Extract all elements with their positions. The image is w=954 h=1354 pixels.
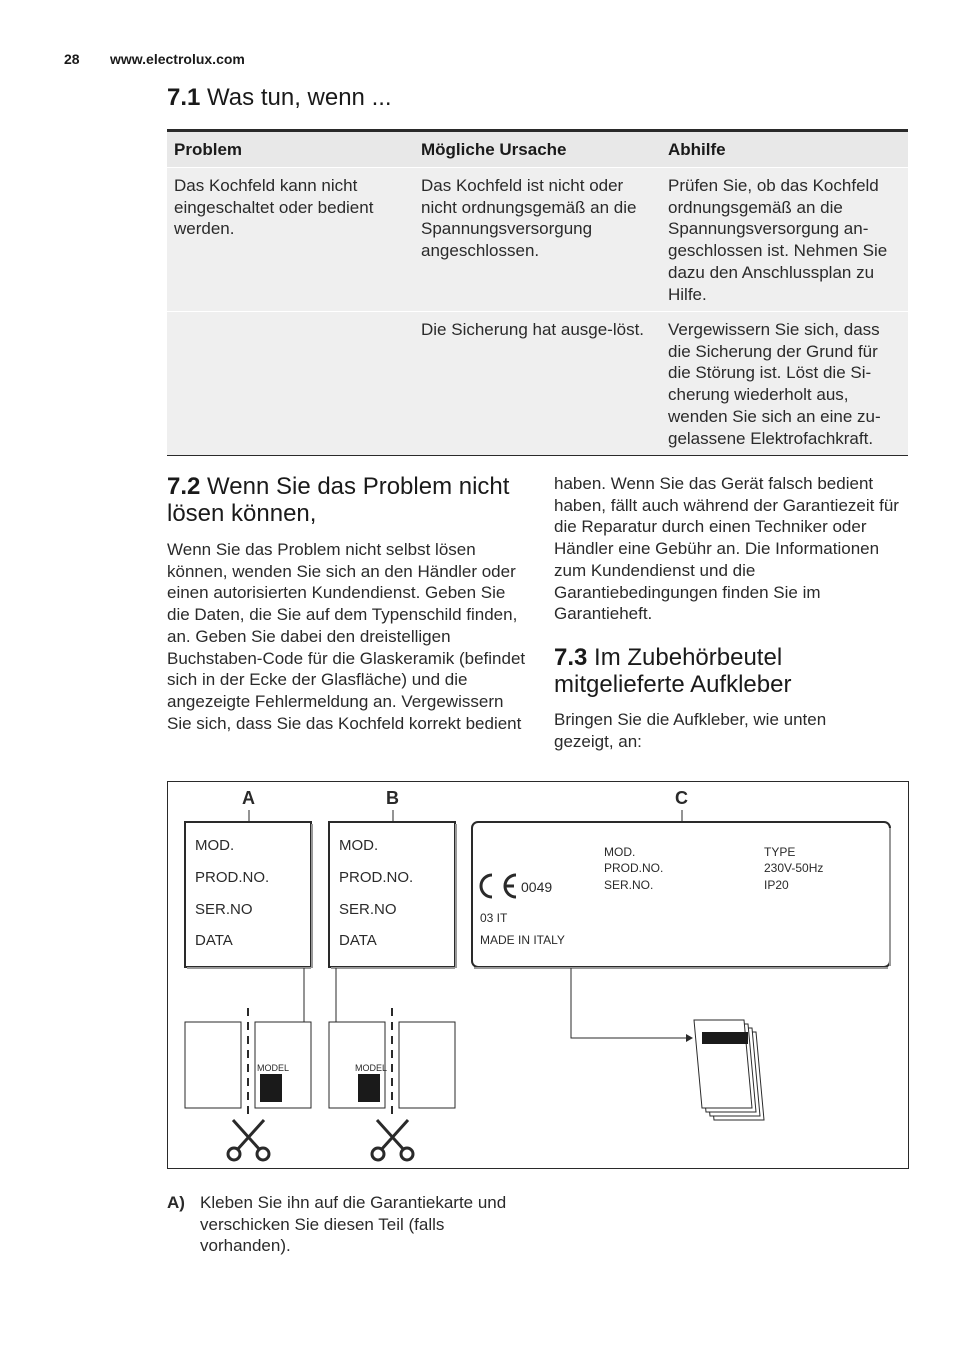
note-label: A)	[167, 1193, 185, 1212]
field-ser-no: SER.NO	[195, 901, 253, 918]
plate-mod: MOD.	[604, 845, 636, 859]
label-b: B	[386, 788, 399, 808]
table-cell: Die Sicherung hat ausge-löst.	[421, 320, 645, 339]
plate-prod-no: PROD.NO.	[604, 861, 664, 875]
section-number: 7.3	[554, 644, 588, 671]
table-cell: Das Kochfeld ist nicht oder nicht ordnungsgemäß an die Spannungsversorgung angeschlossen.	[421, 176, 637, 261]
model-tag: MODEL	[355, 1063, 388, 1073]
scissors-icon	[372, 1120, 413, 1160]
field-prod-no: PROD.NO.	[195, 869, 270, 886]
plate-ser-no: SER.NO.	[604, 878, 654, 892]
sticker-diagram	[167, 781, 909, 1169]
section-7-2-heading	[167, 473, 537, 527]
field-ser-no: SER.NO	[339, 901, 397, 918]
page-number: 28	[64, 51, 80, 67]
sticker-a	[185, 822, 312, 968]
scissors-icon	[228, 1120, 269, 1160]
site-url: www.electrolux.com	[110, 51, 245, 67]
sticker-diagram-svg	[168, 782, 910, 1170]
column-header-problem: Problem	[174, 139, 243, 159]
sticker-c-rating-plate	[472, 822, 890, 968]
table-cell: Prüfen Sie, ob das Kochfeld ordnungsgemäß an die Spannungsversorgung an-geschlossen ist. Nehmen Sie dazu den Anschlussplan zu Hilfe.	[668, 176, 888, 304]
warranty-card-b	[329, 1008, 455, 1114]
field-data: DATA	[195, 932, 233, 949]
table-row	[167, 312, 908, 456]
table-cell: Das Kochfeld kann nicht eingeschaltet oder bedient werden.	[174, 176, 374, 239]
section-title-line2: lösen können,	[167, 500, 317, 527]
model-tag: MODEL	[257, 1063, 290, 1073]
section-title-line1: Im Zubehörbeutel	[594, 644, 783, 671]
table-row	[167, 168, 908, 312]
warranty-card-a	[185, 1008, 311, 1114]
field-prod-no: PROD.NO.	[339, 869, 414, 886]
section-7-3-body: Bringen Sie die Aufkleber, wie unten gezeigt, an:	[554, 710, 827, 751]
section-number: 7.1	[167, 84, 201, 111]
plate-voltage: 230V-50Hz	[764, 861, 824, 875]
section-title-line1: Wenn Sie das Problem nicht	[207, 473, 510, 500]
troubleshooting-table	[167, 129, 908, 456]
column-header-remedy: Abhilfe	[668, 139, 726, 159]
note-a	[167, 1192, 520, 1257]
table-cell	[167, 312, 414, 455]
note-text: Kleben Sie ihn auf die Garantiekarte und verschicken Sie diesen Teil (falls vorhanden).	[200, 1193, 507, 1256]
booklet-icon	[694, 1020, 764, 1120]
ce-number: 0049	[521, 879, 553, 895]
label-a: A	[242, 788, 255, 808]
section-7-1-heading	[167, 84, 392, 111]
section-title: Was tun, wenn ...	[207, 84, 392, 111]
section-title-line2: mitgelieferte Aufkleber	[554, 671, 792, 698]
table-header	[167, 132, 908, 168]
field-data: DATA	[339, 932, 377, 949]
column-header-cause: Mögliche Ursache	[421, 139, 567, 159]
section-7-2-body-left: Wenn Sie das Problem nicht selbst lösen können, wenden Sie sich an den Händler oder einen autorisierten Kundendienst. Geben Sie die Daten, die Sie auf dem Typenschild finden, an. Geben Sie dabei den dreistelligen Buchstaben-Code für die Glaskeramik (befindet sich in der Ecke der Glasfläche) und die angezeigte Fehlermeldung an. Vergewissern Sie sich, dass Sie das Kochfeld korrekt bedient	[167, 540, 526, 733]
table-cell: Vergewissern Sie sich, dass die Sicherung der Grund für die Störung ist. Löst die Si-cherung wiederholt aus, wenden Sie sich an eine zu-gelassene Elektrofachkraft.	[668, 320, 881, 448]
section-7-2-body-right: haben. Wenn Sie das Gerät falsch bedient haben, fällt auch während der Garantiezeit für die Reparatur durch einen Techniker oder Händler eine Gebühr an. Die Informationen zum Kundendienst und die Garantiebedingungen finden Sie im Garantieheft.	[554, 474, 899, 624]
label-c: C	[675, 788, 688, 808]
field-mod: MOD.	[339, 837, 379, 854]
plate-type: TYPE	[764, 845, 796, 859]
made-in: MADE IN ITALY	[480, 933, 565, 947]
sticker-b	[329, 822, 456, 968]
plate-ip: IP20	[764, 878, 789, 892]
field-mod: MOD.	[195, 837, 235, 854]
page-header	[64, 51, 245, 67]
plate-code: 03 IT	[480, 911, 508, 925]
section-number: 7.2	[167, 473, 201, 500]
